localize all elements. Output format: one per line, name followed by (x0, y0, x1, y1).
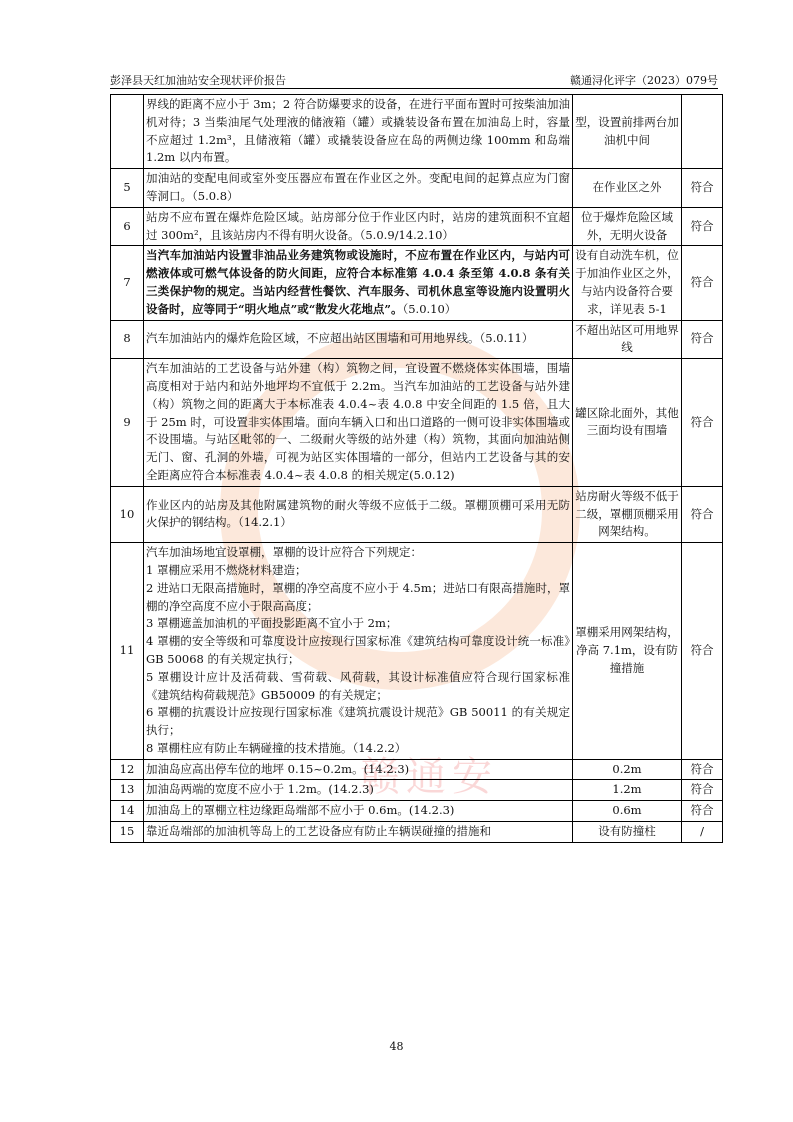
requirement-line: 5 罩棚设计应计及活荷载、雪荷载、风荷载，其设计标准值应符合现行国家标准《建筑结构荷载规范》GB50009 的有关规定； (146, 669, 570, 702)
requirement-text: 加油岛应高出停车位的地坪 0.15~0.2m。(14.2.3) (144, 759, 573, 780)
requirement-text: 汽车加油站内的爆炸危险区域，不应超出站区围墙和可用地界线。（5.0.11） (144, 320, 573, 359)
requirement-line: 3 罩棚遮盖加油机的平面投影距离不宜小于 2m； (146, 616, 398, 631)
requirement-text (144, 246, 573, 320)
actual-status: 在作业区之外 (573, 169, 682, 208)
requirement-text: 靠近岛端部的加油机等岛上的工艺设备应有防止车辆误碰撞的措施和 (144, 822, 573, 843)
requirement-text: 加油站的变配电间或室外变压器应布置在作业区之外。变配电间的起算点应为门窗等洞口。（5.0.8） (144, 169, 573, 208)
result: / (682, 822, 723, 843)
requirement-text: 加油岛上的罩棚立柱边缘距岛端部不应小于 0.6m。(14.2.3) (144, 801, 573, 822)
requirement-line: 6 罩棚的抗震设计应按现行国家标准《建筑抗震设计规范》GB 50011 的有关规定执行； (146, 705, 570, 738)
table-row (111, 543, 723, 760)
actual-status: 位于爆炸危险区域外，无明火设备 (573, 207, 682, 246)
row-number: 12 (111, 759, 144, 780)
actual-status: 0.2m (573, 759, 682, 780)
table-row (111, 822, 723, 843)
result (682, 95, 723, 169)
requirement-text: 汽车加油站的工艺设备与站外建（构）筑物之间，宜设置不燃烧体实体围墙，围墙高度相对于站内和站外地坪均不宜低于 2.2m。当汽车加油站的工艺设备与站外建（构）筑物之间的距离大于本标准表 4.0.4~表 4.0.8 中安全间距的 1.5 倍，且大于 25m 时，可设置非实体围墙。面向车辆入口和出口道路的一侧可设非实体围墙或不设围墙。与站区毗邻的一、二级耐火等级的站外建（构）筑物，其面向加油站侧无门、窗、孔洞的外墙，可视为站区实体围墙的一部分，但站内工艺设备与其的安全距离应符合本标准表 4.0.4~表 4.0.8 的相关规定(5.0.12) (144, 359, 573, 487)
row-number: 8 (111, 320, 144, 359)
result: 符合 (682, 543, 723, 760)
requirement-text: 加油岛两端的宽度不应小于 1.2m。(14.2.3) (144, 780, 573, 801)
requirement-line: 1 罩棚应采用不燃烧材料建造； (146, 562, 307, 577)
table-row (111, 780, 723, 801)
table-row (111, 95, 723, 169)
result: 符合 (682, 246, 723, 320)
row-number: 15 (111, 822, 144, 843)
actual-status: 站房耐火等级不低于二级，罩棚顶棚采用网架结构。 (573, 486, 682, 542)
evaluation-table (110, 94, 723, 843)
row-number: 6 (111, 207, 144, 246)
row-number: 10 (111, 486, 144, 542)
requirement-text (144, 543, 573, 760)
result: 符合 (682, 169, 723, 208)
requirement-bold-text: 当汽车加油站内设置非油品业务建筑物或设施时，不应布置在作业区内，与站内可燃液体或可燃气体设备的防火间距，应符合本标准第 4.0.4 条至第 4.0.8 条有关三类保护物的规定。当站内经营性餐饮、汽车服务、司机休息室等设施内设置明火设备时，应等同于“明火地点”或“散发火花地点”。 (146, 248, 570, 316)
actual-status: 0.6m (573, 801, 682, 822)
table-row (111, 486, 723, 542)
table-row (111, 320, 723, 359)
table-row (111, 801, 723, 822)
requirement-text: 站房不应布置在爆炸危险区域。站房部分位于作业区内时，站房的建筑面积不宜超过 300m²，且该站房内不得有明火设备。（5.0.9/14.2.10） (144, 207, 573, 246)
result: 符合 (682, 486, 723, 542)
row-number: 14 (111, 801, 144, 822)
page-number: 48 (389, 1040, 404, 1053)
actual-status: 型，设置前排两台加油机中间 (573, 95, 682, 169)
requirement-line: 8 罩棚柱应有防止车辆碰撞的技术措施。（14.2.2） (146, 740, 407, 755)
requirement-text: 界线的距离不应小于 3m；2 符合防爆要求的设备，在进行平面布置时可按柴油加油机对待；3 当柴油尾气处理液的储液箱（罐）或撬装设备布置在加油岛上时，容量不应超过 1.2m³，且储液箱（罐）或撬装设备应在岛的两侧边缘 100mm 和岛端 1.2m 以内布置。 (144, 95, 573, 169)
result: 符合 (682, 207, 723, 246)
requirement-line: 汽车加油场地宜设罩棚，罩棚的设计应符合下列规定： (146, 545, 422, 560)
row-number (111, 95, 144, 169)
table-row (111, 207, 723, 246)
row-number: 7 (111, 246, 144, 320)
table-row (111, 246, 723, 320)
actual-status: 设有防撞柱 (573, 822, 682, 843)
table-row (111, 169, 723, 208)
row-number: 9 (111, 359, 144, 487)
row-number: 13 (111, 780, 144, 801)
requirement-text: 作业区内的站房及其他附属建筑物的耐火等级不应低于二级。罩棚顶棚可采用无防火保护的钢结构。（14.2.1） (144, 486, 573, 542)
page-header (110, 70, 718, 89)
requirement-clause: （5.0.10） (402, 301, 457, 316)
watermark-text: 赣通安 (360, 754, 498, 800)
actual-status: 不超出站区可用地界线 (573, 320, 682, 359)
result: 符合 (682, 320, 723, 359)
report-number: 赣通浔化评字（2023）079号 (570, 74, 718, 87)
requirement-line: 2 进站口无限高措施时，罩棚的净空高度不应小于 4.5m；进站口有限高措施时，罩棚的净空高度不应小于限高高度； (146, 580, 570, 613)
actual-status: 罩棚采用网架结构，净高 7.1m，设有防撞措施 (573, 543, 682, 760)
row-number: 5 (111, 169, 144, 208)
row-number: 11 (111, 543, 144, 760)
report-title: 彭泽县天红加油站安全现状评价报告 (110, 74, 286, 87)
result: 符合 (682, 780, 723, 801)
actual-status: 罐区除北面外，其他三面均设有围墙 (573, 359, 682, 487)
result: 符合 (682, 359, 723, 487)
table-row (111, 359, 723, 487)
result: 符合 (682, 801, 723, 822)
actual-status: 1.2m (573, 780, 682, 801)
result: 符合 (682, 759, 723, 780)
actual-status: 设有自动洗车机，位于加油作业区之外，与站内设备符合要求，详见表 5-1 (573, 246, 682, 320)
requirement-line: 4 罩棚的安全等级和可靠度设计应按现行国家标准《建筑结构可靠度设计统一标准》GB 50068 的有关规定执行； (146, 634, 570, 666)
table-row (111, 759, 723, 780)
